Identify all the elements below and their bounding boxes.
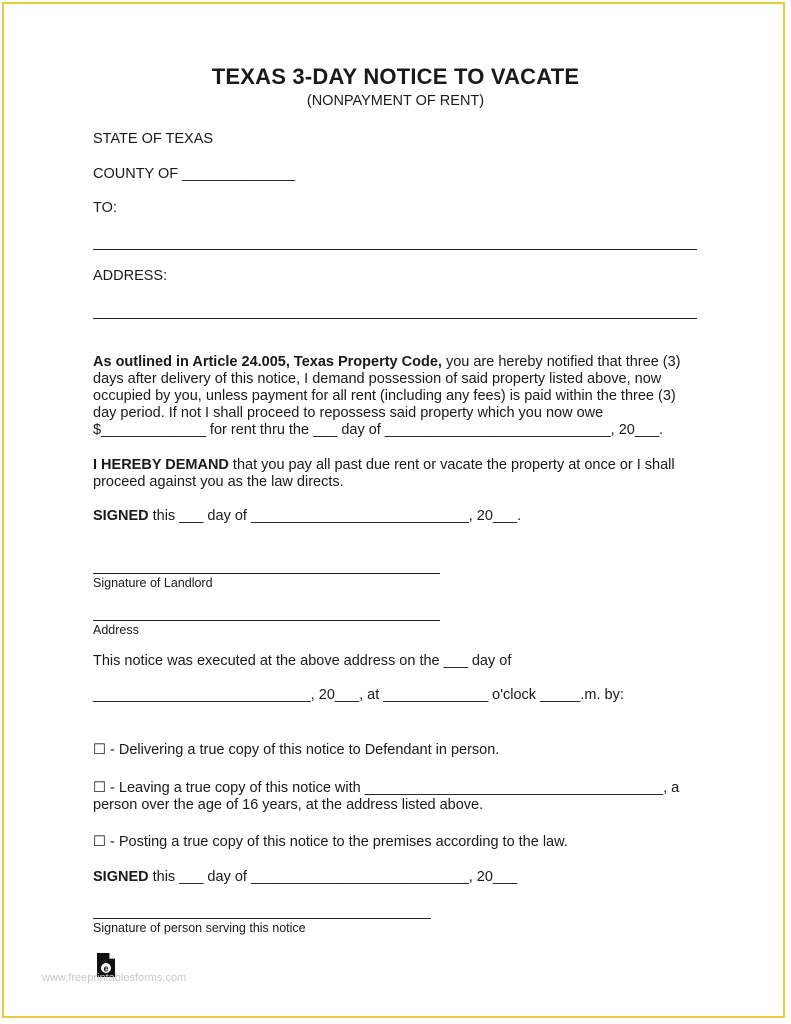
- signed-rest-1: this ___ day of ___________________________, 20___.: [148, 508, 522, 524]
- notice-line-1: you are hereby notified that three (3): [441, 354, 681, 370]
- document-title: TEXAS 3-DAY NOTICE TO VACATE: [211, 64, 580, 89]
- signed-label-1: SIGNED: [93, 508, 149, 524]
- address-field-line[interactable]: [93, 318, 697, 319]
- landlord-signature-label: Signature of Landlord: [93, 576, 213, 590]
- svg-text:e: e: [103, 963, 109, 974]
- notice-line-4: day period. If not I shall proceed to repossess said property which you now owe: [93, 405, 604, 421]
- demand-paragraph: [93, 457, 693, 491]
- option-deliver-text: - Delivering a true copy of this notice to Defendant in person.: [106, 742, 500, 758]
- demand-line-1: that you pay all past due rent or vacate the property at once or I shall: [228, 457, 675, 473]
- landlord-signature-line[interactable]: [93, 573, 440, 574]
- state-line: STATE OF TEXAS: [93, 131, 214, 147]
- signed-rest-2: this ___ day of ___________________________, 20___: [148, 869, 518, 885]
- signed-date-line-1[interactable]: [93, 508, 521, 525]
- to-label: TO:: [93, 200, 117, 216]
- notice-line-2: days after delivery of this notice, I demand possession of said property listed above, now: [93, 371, 662, 387]
- server-signature-line[interactable]: [93, 918, 431, 919]
- signed-date-line-2[interactable]: [93, 869, 517, 886]
- address-signature-label: Address: [93, 623, 139, 637]
- option-leave-text: - Leaving a true copy of this notice with _____________________________________, a: [106, 780, 680, 796]
- county-line[interactable]: COUNTY OF ______________: [93, 166, 296, 182]
- option-post-text: - Posting a true copy of this notice to the premises according to the law.: [106, 834, 568, 850]
- option-leave-text-2: person over the age of 16 years, at the address listed above.: [93, 797, 484, 813]
- executed-line-2[interactable]: ___________________________, 20___, at _____________ o'clock _____.m. by:: [93, 687, 624, 703]
- checkbox-leave[interactable]: ☐: [93, 780, 106, 796]
- notice-line-3: occupied by you, unless payment for all rent (including any fees) is paid within the three (3): [93, 388, 676, 404]
- notice-lead: As outlined in Article 24.005, Texas Property Code,: [93, 354, 442, 370]
- checkbox-post[interactable]: ☐: [93, 834, 106, 850]
- document-subtitle: (NONPAYMENT OF RENT): [306, 93, 485, 109]
- notice-paragraph: [93, 354, 693, 439]
- notice-line-5[interactable]: $_____________ for rent thru the ___ day of ____________________________, 20___.: [93, 422, 664, 438]
- to-field-line[interactable]: [93, 249, 697, 250]
- executed-line-1: This notice was executed at the above address on the ___ day of: [93, 653, 512, 669]
- demand-lead: I HEREBY DEMAND: [93, 457, 229, 473]
- address-label: ADDRESS:: [93, 268, 168, 284]
- option-leave: [93, 780, 679, 797]
- signed-label-2: SIGNED: [93, 869, 149, 885]
- watermark-text: www.freeprintablesforms.com: [42, 972, 187, 984]
- option-deliver: [93, 742, 499, 759]
- server-signature-label: Signature of person serving this notice: [93, 921, 306, 935]
- address-signature-line[interactable]: [93, 620, 440, 621]
- option-post: [93, 834, 568, 851]
- demand-line-2: proceed against you as the law directs.: [93, 474, 344, 490]
- checkbox-deliver[interactable]: ☐: [93, 742, 106, 758]
